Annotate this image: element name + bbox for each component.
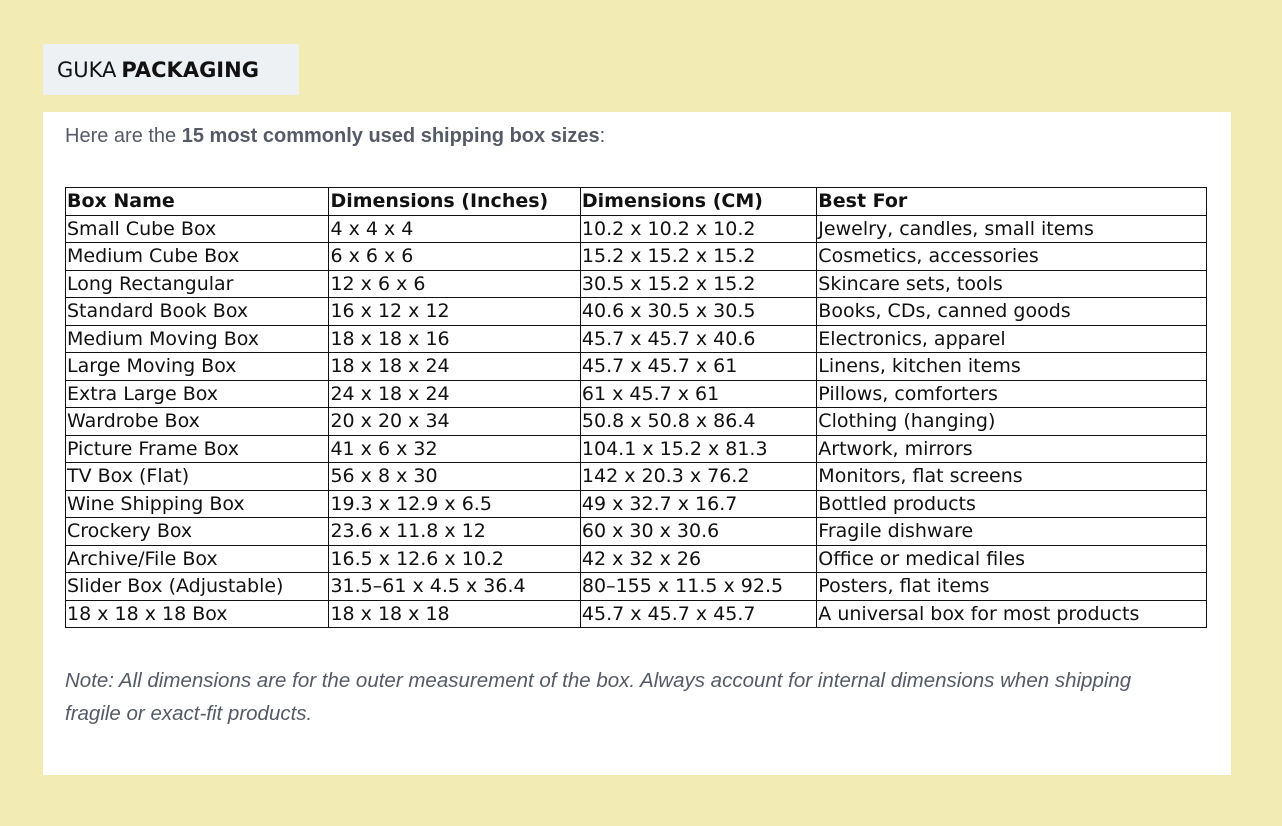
- cell-dimensions-inches: 23.6 x 11.8 x 12: [329, 518, 580, 546]
- cell-dimensions-inches: 24 x 18 x 24: [329, 380, 580, 408]
- cell-box-name: Medium Cube Box: [66, 243, 329, 271]
- table-row: [66, 435, 1207, 463]
- content-card: [43, 112, 1231, 775]
- table-body: [66, 215, 1207, 628]
- cell-dimensions-cm: 142 x 20.3 x 76.2: [580, 463, 816, 491]
- cell-dimensions-cm: 80–155 x 11.5 x 92.5: [580, 573, 816, 601]
- cell-dimensions-inches: 16 x 12 x 12: [329, 298, 580, 326]
- cell-box-name: Wardrobe Box: [66, 408, 329, 436]
- cell-box-name: 18 x 18 x 18 Box: [66, 600, 329, 628]
- cell-dimensions-inches: 18 x 18 x 16: [329, 325, 580, 353]
- cell-dimensions-inches: 56 x 8 x 30: [329, 463, 580, 491]
- cell-dimensions-cm: 104.1 x 15.2 x 81.3: [580, 435, 816, 463]
- table-row: [66, 408, 1207, 436]
- cell-dimensions-cm: 61 x 45.7 x 61: [580, 380, 816, 408]
- cell-dimensions-cm: 45.7 x 45.7 x 45.7: [580, 600, 816, 628]
- intro-bold: 15 most commonly used shipping box sizes: [181, 125, 600, 147]
- cell-box-name: Archive/File Box: [66, 545, 329, 573]
- cell-box-name: Wine Shipping Box: [66, 490, 329, 518]
- cell-dimensions-inches: 4 x 4 x 4: [329, 215, 580, 243]
- cell-box-name: Crockery Box: [66, 518, 329, 546]
- cell-best-for: Bottled products: [817, 490, 1207, 518]
- cell-dimensions-cm: 45.7 x 45.7 x 61: [580, 353, 816, 381]
- cell-dimensions-inches: 19.3 x 12.9 x 6.5: [329, 490, 580, 518]
- intro-suffix: :: [599, 125, 606, 147]
- table-row: [66, 325, 1207, 353]
- cell-best-for: Office or medical files: [817, 545, 1207, 573]
- header-dimensions-cm: Dimensions (CM): [580, 188, 816, 216]
- cell-dimensions-cm: 42 x 32 x 26: [580, 545, 816, 573]
- table-row: [66, 545, 1207, 573]
- intro-text: [65, 125, 605, 148]
- table-row: [66, 490, 1207, 518]
- cell-box-name: Long Rectangular: [66, 270, 329, 298]
- cell-box-name: Medium Moving Box: [66, 325, 329, 353]
- cell-best-for: A universal box for most products: [817, 600, 1207, 628]
- cell-box-name: TV Box (Flat): [66, 463, 329, 491]
- cell-box-name: Extra Large Box: [66, 380, 329, 408]
- intro-prefix: Here are the: [65, 125, 182, 147]
- cell-box-name: Picture Frame Box: [66, 435, 329, 463]
- cell-dimensions-cm: 40.6 x 30.5 x 30.5: [580, 298, 816, 326]
- cell-best-for: Cosmetics, accessories: [817, 243, 1207, 271]
- cell-dimensions-cm: 30.5 x 15.2 x 15.2: [580, 270, 816, 298]
- cell-dimensions-inches: 18 x 18 x 18: [329, 600, 580, 628]
- cell-dimensions-inches: 12 x 6 x 6: [329, 270, 580, 298]
- cell-best-for: Artwork, mirrors: [817, 435, 1207, 463]
- brand-logo: [43, 44, 299, 95]
- table-row: [66, 298, 1207, 326]
- table-row: [66, 380, 1207, 408]
- table-row: [66, 353, 1207, 381]
- cell-dimensions-inches: 31.5–61 x 4.5 x 36.4: [329, 573, 580, 601]
- brand-logo-bold: PACKAGING: [121, 57, 259, 82]
- table-row: [66, 463, 1207, 491]
- cell-best-for: Electronics, apparel: [817, 325, 1207, 353]
- cell-box-name: Standard Book Box: [66, 298, 329, 326]
- cell-best-for: Books, CDs, canned goods: [817, 298, 1207, 326]
- cell-dimensions-inches: 16.5 x 12.6 x 10.2: [329, 545, 580, 573]
- brand-logo-light: GUKA: [57, 57, 117, 82]
- cell-dimensions-inches: 6 x 6 x 6: [329, 243, 580, 271]
- cell-best-for: Clothing (hanging): [817, 408, 1207, 436]
- header-dimensions-inches: Dimensions (Inches): [329, 188, 580, 216]
- cell-dimensions-cm: 50.8 x 50.8 x 86.4: [580, 408, 816, 436]
- table-header-row: [66, 188, 1207, 216]
- cell-best-for: Skincare sets, tools: [817, 270, 1207, 298]
- cell-dimensions-cm: 60 x 30 x 30.6: [580, 518, 816, 546]
- note-text: Note: All dimensions are for the outer measurement of the box. Always account for internal dimensions when shipping fragile or exact-fit products.: [65, 669, 1132, 725]
- cell-dimensions-cm: 45.7 x 45.7 x 40.6: [580, 325, 816, 353]
- table-row: [66, 215, 1207, 243]
- table-row: [66, 518, 1207, 546]
- cell-dimensions-inches: 20 x 20 x 34: [329, 408, 580, 436]
- cell-box-name: Large Moving Box: [66, 353, 329, 381]
- cell-best-for: Fragile dishware: [817, 518, 1207, 546]
- box-sizes-table: [65, 187, 1207, 628]
- cell-dimensions-cm: 49 x 32.7 x 16.7: [580, 490, 816, 518]
- table-row: [66, 270, 1207, 298]
- table-row: [66, 573, 1207, 601]
- table-row: [66, 243, 1207, 271]
- cell-box-name: Slider Box (Adjustable): [66, 573, 329, 601]
- cell-dimensions-inches: 41 x 6 x 32: [329, 435, 580, 463]
- cell-best-for: Linens, kitchen items: [817, 353, 1207, 381]
- cell-best-for: Posters, flat items: [817, 573, 1207, 601]
- cell-dimensions-inches: 18 x 18 x 24: [329, 353, 580, 381]
- cell-box-name: Small Cube Box: [66, 215, 329, 243]
- header-best-for: Best For: [817, 188, 1207, 216]
- header-box-name: Box Name: [66, 188, 329, 216]
- cell-best-for: Monitors, flat screens: [817, 463, 1207, 491]
- cell-best-for: Jewelry, candles, small items: [817, 215, 1207, 243]
- cell-dimensions-cm: 10.2 x 10.2 x 10.2: [580, 215, 816, 243]
- table-row: [66, 600, 1207, 628]
- cell-dimensions-cm: 15.2 x 15.2 x 15.2: [580, 243, 816, 271]
- cell-best-for: Pillows, comforters: [817, 380, 1207, 408]
